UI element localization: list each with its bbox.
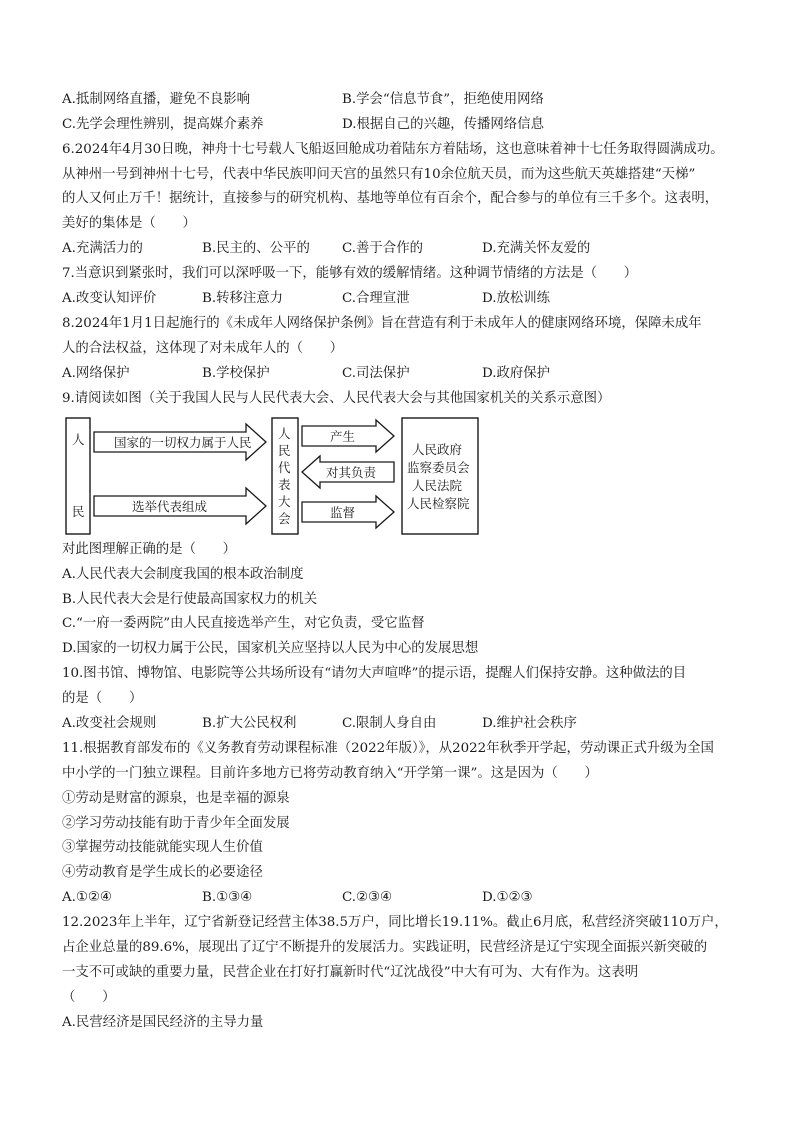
q5-option-c: C.先学会理性辨别，提高媒介素养: [62, 117, 264, 132]
organ-government: 人民政府: [412, 442, 463, 457]
arrow-produce-label: 产生: [330, 429, 356, 444]
q10-stem-line-1: 10.图书馆、博物馆、电影院等公共场所设有“请勿大声喧哗”的提示语，提醒人们保持安静。这种做法的目: [62, 666, 687, 681]
q8-option-a: A.网络保护: [62, 366, 130, 381]
q5-option-d: D.根据自己的兴趣，传播网络信息: [342, 117, 544, 132]
q10-stem-line-2: 的是（ ）: [62, 691, 143, 706]
q9-option-d: D.国家的一切权力属于公民，国家机关应坚持以人民为中心的发展思想: [62, 641, 479, 656]
q12-stem-line-3: 一支不可或缺的重要力量，民营企业在打好打赢新时代“辽沈战役”中大有可为、大有作为。这表明: [62, 965, 639, 980]
q11-statement-4: ④劳动教育是学生成长的必要途径: [62, 865, 263, 880]
q11-statement-2: ②学习劳动技能有助于青少年全面发展: [62, 816, 290, 831]
congress-char-5: 大: [278, 494, 291, 509]
q12-option-a: A.民营经济是国民经济的主导力量: [62, 1015, 264, 1030]
q7-option-a: A.改变认知评价: [62, 291, 157, 306]
q6-stem-line-4: 美好的集体是（ ）: [62, 216, 196, 231]
q11-option-a: A.①②④: [62, 890, 112, 905]
q10-option-d: D.维护社会秩序: [482, 716, 577, 731]
q6-option-a: A.充满活力的: [62, 241, 143, 256]
arrow-power-label: 国家的一切权力属于人民: [114, 435, 252, 450]
congress-char-2: 民: [278, 443, 291, 458]
congress-char-3: 代: [278, 460, 291, 475]
q6-option-d: D.充满关怀友爱的: [482, 241, 591, 256]
q8-option-b: B.学校保护: [202, 366, 270, 381]
q6-stem-line-2: 从神州一号到神州十七号，代表中华民族叩问天宫的虽然只有10余位航天员，而为这些航天英雄搭建“天梯”: [62, 167, 696, 182]
q9-stem-line-1: 9.请阅读如图（关于我国人民与人民代表大会、人民代表大会与其他国家机关的关系示意图）: [62, 391, 611, 406]
q9-option-c: C.“一府一委两院”由人民直接选举产生，对它负责，受它监督: [62, 616, 425, 631]
q11-option-c: C.②③④: [342, 890, 393, 905]
people-label-top: 人: [72, 432, 85, 447]
q8-stem-line-2: 人的合法权益，这体现了对未成年人的（ ）: [62, 341, 344, 356]
q12-stem-line-1: 12.2023年上半年，辽宁省新登记经营主体38.5万户，同比增长19.11%。截止6月底，私营经济突破110万户，: [62, 915, 728, 930]
q7-option-c: C.合理宣泄: [342, 291, 410, 306]
q11-statement-1: ①劳动是财富的源泉，也是幸福的源泉: [62, 791, 290, 806]
q6-stem-line-1: 6.2024年4月30日晚，神舟十七号载人飞船返回舱成功着陆东方着陆场，这也意味着神十七任务取得圆满成功。: [62, 142, 724, 157]
organ-procuratorate: 人民检察院: [407, 496, 470, 511]
q8-stem-line-1: 8.2024年1月1日起施行的《未成年人网络保护条例》旨在营造有利于未成年人的健康网络环境，保障未成年: [62, 316, 702, 331]
q5-option-b: B.学会“信息节食”，拒绝使用网络: [342, 92, 544, 107]
q10-option-c: C.限制人身自由: [342, 716, 437, 731]
q9-question: 对此图理解正确的是（ ）: [62, 542, 237, 557]
q11-stem-line-1: 11.根据教育部发布的《义务教育劳动课程标准（2022年版）》，从2022年秋季开学起，劳动课正式升级为全国: [62, 741, 714, 756]
q11-stem-line-2: 中小学的一门独立课程。目前许多地方已将劳动教育纳入“开学第一课”。这是因为（ ）: [62, 766, 598, 781]
q9-option-b: B.人民代表大会是行使最高国家权力的机关: [62, 592, 318, 607]
q6-option-c: C.善于合作的: [342, 241, 423, 256]
q10-option-b: B.扩大公民权利: [202, 716, 297, 731]
q12-stem-line-4: （ ）: [62, 990, 116, 1005]
q8-option-d: D.政府保护: [482, 366, 551, 381]
state-organs-box: [402, 418, 478, 534]
organ-supervisory: 监察委员会: [407, 460, 470, 475]
q6-option-b: B.民主的、公平的: [202, 241, 310, 256]
q10-option-a: A.改变社会规则: [62, 716, 157, 731]
q8-option-c: C.司法保护: [342, 366, 410, 381]
q6-stem-line-3: 的人又何止万千！据统计，直接参与的研究机构、基地等单位有百余个，配合参与的单位有三千多个。这表明，: [62, 191, 719, 206]
arrow-elect-label: 选举代表组成: [132, 499, 208, 514]
people-label-bottom: 民: [72, 504, 85, 519]
q11-option-b: B.①③④: [202, 890, 253, 905]
q9-option-a: A.人民代表大会制度我国的根本政治制度: [62, 567, 304, 582]
q12-stem-line-2: 占企业总量的89.6%，展现出了辽宁不断提升的发展活力。实践证明，民营经济是辽宁实现全面振兴新突破的: [62, 940, 708, 955]
q7-option-b: B.转移注意力: [202, 291, 284, 306]
congress-char-6: 会: [278, 511, 291, 526]
q11-statement-3: ③掌握劳动技能就能实现人生价值: [62, 840, 263, 855]
q11-option-d: D.①②③: [482, 890, 533, 905]
relationship-diagram: [64, 414, 480, 540]
q7-stem-line-1: 7.当意识到紧张时，我们可以深呼吸一下，能够有效的缓解情绪。这种调节情绪的方法是（ ）: [62, 266, 638, 281]
congress-char-4: 表: [278, 477, 291, 492]
arrow-supervise-label: 监督: [330, 505, 356, 520]
organ-court: 人民法院: [412, 478, 463, 493]
congress-char-1: 人: [278, 426, 291, 441]
q7-option-d: D.放松训练: [482, 291, 551, 306]
arrow-responsible-label: 对其负责: [326, 465, 377, 480]
q5-option-a: A.抵制网络直播，避免不良影响: [62, 92, 251, 107]
